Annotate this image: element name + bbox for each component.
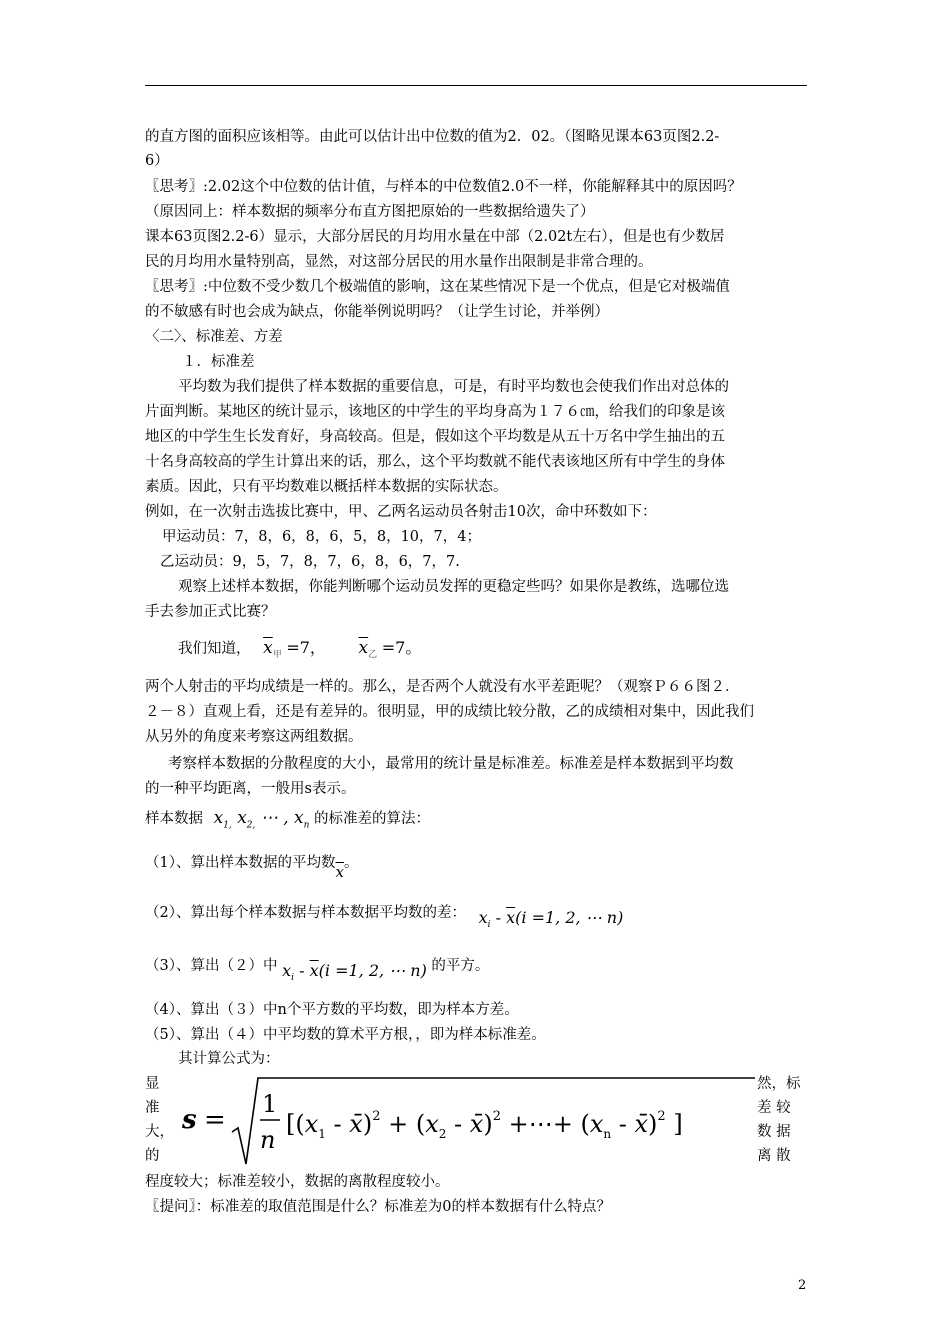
- wrap-char: 的: [145, 1148, 160, 1164]
- step-text: （2）、算出每个样本数据与样本数据平均数的差：: [145, 905, 466, 921]
- text-line: 从另外的角度来考察这两组数据。: [145, 729, 363, 745]
- text-line: ２－８）直观上看，还是有差异的。很明显，甲的成绩比较分散，乙的成绩相对集中，因此我们: [145, 704, 754, 720]
- subsection-heading: １．标准差: [182, 354, 255, 370]
- wrap-char: 差 较: [757, 1100, 791, 1116]
- text-line: 6）: [145, 153, 169, 169]
- text-line: 片面判断。某地区的统计显示，该地区的中学生的平均身高为１７６㎝，给我们的印象是该: [145, 404, 725, 420]
- wrap-text-left: [145, 1072, 175, 1168]
- text-line: 手去参加正式比赛？: [145, 604, 276, 620]
- std-formula: [180, 1072, 760, 1170]
- formula-s: s: [182, 1105, 197, 1135]
- text-line: 课本63页图2.2-6）显示，大部分居民的月均用水量在中部（2.02t左右），但是也有少数居: [145, 229, 725, 245]
- text-line: 地区的中学生生长发育好，身高较高。但是，假如这个平均数是从五十万名中学生抽出的五: [145, 429, 725, 445]
- wrap-char: 数 据: [757, 1124, 791, 1140]
- text-line: （原因同上：样本数据的频率分布直方图把原始的一些数据给遗失了）: [145, 204, 595, 220]
- step-3: [145, 955, 489, 982]
- wrap-char: 离 散: [757, 1148, 791, 1164]
- text-line: 的一种平均距离，一般用s表示。: [145, 781, 356, 797]
- fraction-num: 1: [262, 1090, 278, 1118]
- mean-sub-yi: 乙: [368, 649, 378, 660]
- step-2: [145, 902, 623, 929]
- text-fragment: 我们知道，: [178, 641, 251, 657]
- std-formula-block: [145, 1072, 807, 1170]
- text-fragment: =7，: [286, 638, 326, 657]
- step-5: （5）、算出（４）中平均数的算术平方根，，即为样本标准差。: [145, 1027, 546, 1043]
- text-line: 乙运动员：9，5，7，8，7，6，8，6，7，7.: [160, 554, 460, 570]
- wrap-char: 显: [145, 1076, 160, 1092]
- step-text: （1）、算出样本数据的平均数: [145, 855, 336, 871]
- mean-jia: $\overline{x}_甲$: [263, 638, 282, 660]
- text-line: 考察样本数据的分散程度的大小，最常用的统计量是标准差。标准差是样本数据到平均数: [168, 756, 734, 772]
- text-line: 的直方图的面积应该相等。由此可以估计出中位数的值为2．02。（图略见课本63页图2.2-: [145, 129, 720, 145]
- text-line: 民的月均用水量特别高，显然，对这部分居民的用水量作出限制是非常合理的。: [145, 254, 653, 270]
- formula-body: [($x_1$ - x̄)$^2$ + ($x_2$ - x̄)$^2$ +⋯+ ($x_n$ - x̄)$^2$ ]: [286, 1109, 683, 1141]
- mean-sub-jia: 甲: [272, 649, 282, 660]
- sample-line: [145, 808, 430, 835]
- step-4: （4）、算出（３）中n个平方数的平均数，即为样本方差。: [145, 1002, 519, 1018]
- wrap-char: 然，标: [757, 1076, 801, 1092]
- xbar-symbol: $\overline{x}$: [335, 863, 344, 881]
- wrap-char: 准: [145, 1100, 160, 1116]
- wrap-text-right: [757, 1072, 807, 1168]
- sample-sequence: $x_{1,}$ $x_{2,}$ ⋯ , $x_n$: [213, 808, 310, 831]
- page-number: 2: [798, 1278, 807, 1293]
- section-heading: 〈二〉、标准差、方差: [145, 329, 283, 345]
- text-line: 甲运动员：7，8，6，8，6，5，8，10，7，4；: [162, 529, 481, 545]
- formula-eq: =: [204, 1105, 226, 1135]
- text-line: 素质。因此，只有平均数难以概括样本数据的实际状态。: [145, 479, 508, 495]
- step-1: [145, 852, 359, 881]
- text-fragment: =7。: [381, 638, 422, 657]
- mean-line: [178, 638, 421, 665]
- text-line: 观察上述样本数据，你能判断哪个运动员发挥的更稳定些吗？如果你是教练，选哪位选: [178, 579, 729, 595]
- text-line: 其计算公式为：: [178, 1051, 280, 1067]
- wrap-char: 大，: [145, 1124, 174, 1140]
- text-line: 十名身高较高的学生计算出来的话，那么，这个平均数就不能代表该地区所有中学生的身体: [145, 454, 725, 470]
- text-line: 程度较大；标准差较小，数据的离散程度较小。: [145, 1174, 450, 1190]
- text-line: 的不敏感有时也会成为缺点，你能举例说明吗？（让学生讨论，并举例）: [145, 304, 609, 320]
- text-line: 例如，在一次射击选拔比赛中，甲、乙两名运动员各射击10次，命中环数如下：: [145, 504, 657, 520]
- text-line: 平均数为我们提供了样本数据的重要信息，可是，有时平均数也会使我们作出对总体的: [178, 379, 729, 395]
- mean-yi: $\overline{x}_乙$: [358, 638, 378, 660]
- diff-expression: $x_i - \overline{x}(i =1$, 2, ⋯ n): [478, 908, 624, 931]
- header-rule: [145, 85, 807, 86]
- text-fragment: 样本数据: [145, 811, 203, 827]
- diff-expression: $x_i - \overline{x}(i =1$, 2, ⋯ n): [282, 961, 427, 984]
- text-line: 两个人射击的平均成绩是一样的。那么，是否两个人就没有水平差距呢？（观察Ｐ６６图２．: [145, 679, 740, 695]
- step-text: 。: [343, 855, 359, 871]
- text-line: 〖思考〗:2.02这个中位数的估计值，与样本的中位数值2.0不一样，你能解释其中的原因吗？: [145, 179, 742, 195]
- step-text: （3）、算出（２）中: [145, 958, 278, 974]
- text-line: 〖思考〗:中位数不受少数几个极端值的影响，这在某些情况下是一个优点，但是它对极端值: [145, 279, 730, 295]
- step-text: 的平方。: [431, 958, 490, 974]
- question-line: 〖提问〗：标准差的取值范围是什么？标准差为0的样本数据有什么特点？: [145, 1199, 611, 1215]
- text-fragment: 的标准差的算法：: [314, 811, 430, 827]
- fraction-den: n: [260, 1126, 276, 1154]
